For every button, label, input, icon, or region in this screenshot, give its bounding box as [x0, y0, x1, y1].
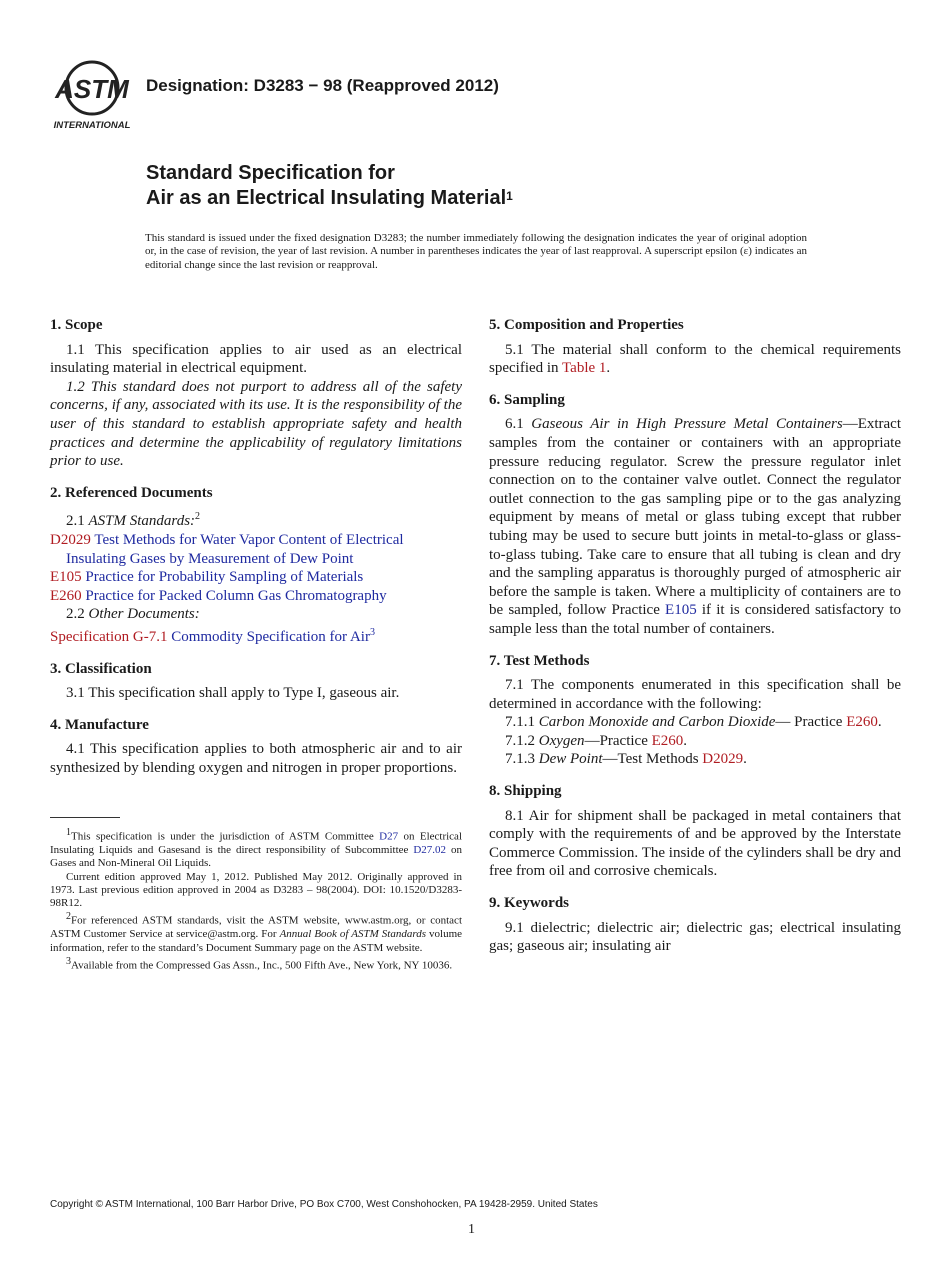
designation: Designation: D3283 − 98 (Reapproved 2012) — [146, 76, 499, 95]
footnote-1-edition: Current edition approved May 1, 2012. Published May 2012. Originally approved in 1973. Last previous edition approved in 2004 as D3283 – 98(2004). DOI: 10.1520/D3283-98R12. — [50, 870, 462, 910]
paragraph-6-1: 6.1 Gaseous Air in High Pressure Metal Containers—Extract samples from the container or containers with an appropriate pressure reducing regulator. Screw the pressure regulator inlet connection on to the container valve outlet. Connect the regulator outlet connection to the gas sampling pipe or to the gas analyzing equipment by means of metal or glass tubing except that rubber tubing may be used to secure butt joints in metal-to-glass or glass-to-glass tubing. Take care to ensure that all tubing is clean and dry and the sampling apparatus is thoroughly purged of atmospheric air before the sample is taken. Where a multiplicity of containers are to be sampled, follow Practice E105 if it is considered satisfactory to sample less than the total number of containers. — [489, 416, 901, 637]
section-heading: 6. Sampling — [489, 391, 565, 408]
section-heading: 5. Composition and Properties — [489, 317, 684, 333]
paragraph-2-1: 2.1 ASTM Standards:$^2$ — [66, 511, 201, 530]
e105-link[interactable]: E105 — [665, 602, 697, 619]
paragraph-9-1: 9.1 dielectric; dielectric air; dielectric gas; electrical insulating gas; gaseous air; insulating air — [489, 919, 901, 955]
left-column — [50, 316, 462, 790]
e260-link[interactable]: E260 — [651, 732, 684, 749]
section-classification — [50, 660, 462, 703]
section-heading: 8. Shipping — [489, 783, 562, 800]
page-number: 1 — [468, 1222, 475, 1237]
reference-item[interactable]: D2029 Test Methods for Water Vapor Content of Electrical Insulating Gases by Measurement of Dew Point — [50, 531, 404, 567]
paragraph-1-1: 1.1 This specification applies to air used as an electrical insulating material in electrical equipment. — [50, 341, 462, 377]
section-sampling — [489, 391, 901, 639]
section-heading: 1. Scope — [50, 317, 103, 333]
section-heading: 7. Test Methods — [489, 652, 590, 669]
document-title — [146, 161, 513, 211]
section-test-methods — [489, 652, 901, 770]
copyright: Copyright © ASTM International, 100 Barr Harbor Drive, PO Box C700, West Conshohocken, PA 19428-2959. United States — [50, 1199, 598, 1210]
title-line-2: Air as an Electrical Insulating Material$^1$ — [146, 187, 513, 209]
issuance-notice: This standard is issued under the fixed designation D3283; the number immediately following the designation indicates the year of original adoption or, in the case of revision, the year of last revision. A number in parentheses indicates the year of last reapproval. A superscript epsilon (ε) indicates an editorial change since the last revision or reapproval. — [145, 232, 807, 271]
paragraph-5-1: 5.1 The material shall conform to the chemical requirements specified in Table 1. — [489, 341, 901, 377]
paragraph-2-2: 2.2 Other Documents: — [66, 606, 200, 623]
e260-link[interactable]: E260 — [846, 714, 878, 731]
section-keywords — [489, 894, 901, 956]
section-heading: 3. Classification — [50, 660, 152, 677]
table-1-link[interactable]: Table 1 — [562, 360, 607, 377]
section-composition — [489, 316, 901, 378]
d27-02-link[interactable]: D27.02 — [413, 843, 447, 856]
section-scope — [50, 316, 462, 471]
reference-item[interactable]: E260 Practice for Packed Column Gas Chromatography — [50, 587, 387, 604]
reference-item[interactable]: E105 Practice for Probability Sampling of Materials — [50, 569, 364, 586]
reference-item[interactable]: Specification G-7.1 Commodity Specification for Air$^3$ — [50, 626, 375, 645]
svg-text:INTERNATIONAL: INTERNATIONAL — [53, 120, 131, 131]
section-referenced-documents — [50, 484, 462, 647]
d27-link[interactable]: D27 — [379, 830, 399, 843]
section-heading: 2. Referenced Documents — [50, 484, 213, 501]
paragraph-7-1-3: 7.1.3 Dew Point—Test Methods D2029. — [505, 751, 747, 768]
section-shipping — [489, 782, 901, 881]
astm-logo — [52, 58, 136, 132]
paragraph-3-1: 3.1 This specification shall apply to Type I, gaseous air. — [66, 685, 400, 702]
paragraph-4-1: 4.1 This specification applies to both atmospheric air and to air synthesized by blending oxygen and nitrogen in proper proportions. — [50, 741, 462, 776]
paragraph-7-1: 7.1 The components enumerated in this specification shall be determined in accordance with the following: — [489, 677, 901, 712]
footnote-3: $^3$Available from the Compressed Gas Assn., Inc., 500 Fifth Ave., New York, NY 10036. — [66, 955, 453, 972]
title-line-1: Standard Specification for — [146, 162, 395, 184]
paragraph-7-1-1: 7.1.1 Carbon Monoxide and Carbon Dioxide— Practice E260. — [505, 714, 882, 731]
footnote-1: $^1$This specification is under the jurisdiction of ASTM Committee D27 on Electrical Insulating Liquids and Gasesand is the direct responsibility of Subcommittee D27.02 on Gases and Non-Mineral Oil Liquids. — [50, 827, 462, 870]
footnote-divider — [50, 817, 120, 818]
section-heading: 9. Keywords — [489, 895, 569, 912]
d2029-link[interactable]: D2029 — [702, 751, 744, 768]
section-manufacture — [50, 716, 462, 778]
paragraph-1-2: 1.2 This standard does not purport to address all of the safety concerns, if any, associated with its use. It is the responsibility of the user of this standard to establish appropriate safety and health practices and determine the applicability of regulatory limitations prior to use. — [50, 378, 462, 470]
title-footnote-mark: 1 — [506, 189, 513, 203]
right-column — [489, 316, 901, 969]
paragraph-7-1-2: 7.1.2 Oxygen—Practice E260. — [505, 732, 688, 749]
svg-text:ASTM: ASTM — [55, 74, 129, 104]
footnote-2: $^2$For referenced ASTM standards, visit the ASTM website, www.astm.org, or contact ASTM Customer Service at service@astm.org. For Annual Book of ASTM Standards volume information, refer to the standard’s Document Summary page on the ASTM website. — [50, 911, 463, 954]
paragraph-8-1: 8.1 Air for shipment shall be packaged in metal containers that comply with the requirements of and be approved by the Interstate Commerce Commission. The inside of the cylinders shall be dry and free from oil and corrosive chemicals. — [489, 807, 901, 880]
footnotes — [50, 826, 462, 973]
section-heading: 4. Manufacture — [50, 716, 149, 733]
